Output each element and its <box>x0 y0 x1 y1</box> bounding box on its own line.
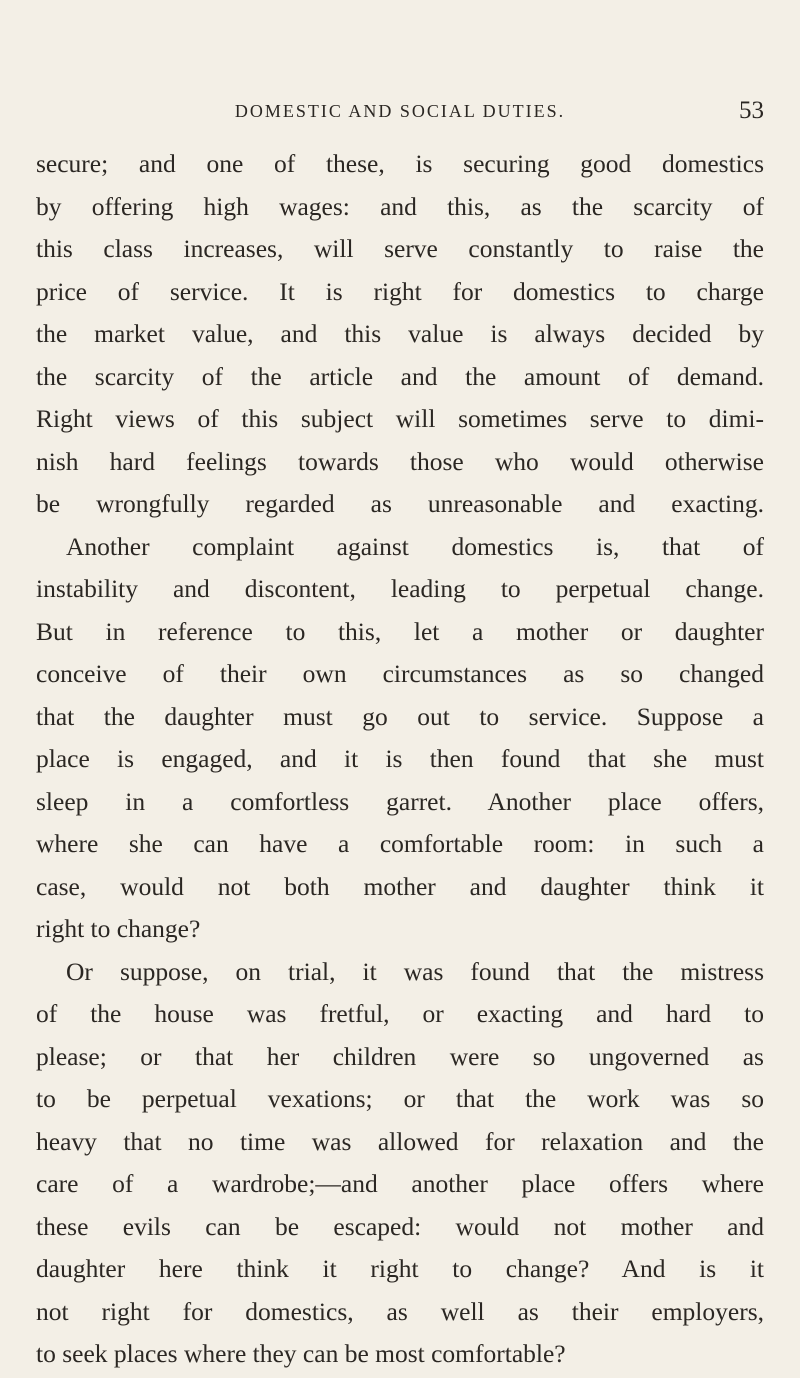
text-line: price of service. It is right for domestics to charge <box>36 276 764 306</box>
paragraph-start-line: Or suppose, on trial, it was found that the mistress <box>66 956 764 986</box>
text-line: instability and discontent, leading to perpetual change. <box>36 574 764 603</box>
page-number: 53 <box>739 97 764 124</box>
running-head <box>36 96 764 126</box>
paragraph-end-line: right to change? <box>36 914 201 943</box>
running-title: DOMESTIC AND SOCIAL DUTIES. <box>234 101 566 121</box>
text-line: these evils can be escaped: would not mother and <box>36 1211 764 1241</box>
text-line: heavy that no time was allowed for relaxation and the <box>36 1126 764 1156</box>
text-line: the scarcity of the article and the amount of demand. <box>36 361 764 391</box>
text-line: sleep in a comfortless garret. Another place offers, <box>36 786 764 816</box>
text-line: to be perpetual vexations; or that the work was so <box>36 1084 764 1113</box>
text-line: place is engaged, and it is then found that she must <box>36 744 764 773</box>
text-line: be wrongfully regarded as unreasonable and exacting. <box>36 489 764 518</box>
text-line: where she can have a comfortable room: in such a <box>36 829 764 858</box>
text-line: daughter here think it right to change? And is it <box>36 1254 764 1283</box>
text-line: conceive of their own circumstances as so changed <box>36 659 764 688</box>
text-line: secure; and one of these, is securing good domestics <box>36 149 764 178</box>
text-line: case, would not both mother and daughter think it <box>36 871 764 901</box>
text-line: Right views of this subject will sometimes serve to dimi- <box>36 404 764 433</box>
text-line: this class increases, will serve constantly to raise the <box>36 234 764 263</box>
text-line: not right for domestics, as well as their employers, <box>36 1296 764 1326</box>
text-line: of the house was fretful, or exacting and hard to <box>36 999 764 1028</box>
text-line: care of a wardrobe;—and another place offers where <box>36 1169 764 1198</box>
paragraph-start-line: Another complaint against domestics is, that of <box>66 531 764 561</box>
text-line: that the daughter must go out to service. Suppose a <box>36 701 764 731</box>
text-line: please; or that her children were so ungoverned as <box>36 1041 764 1071</box>
text-line: nish hard feelings towards those who would otherwise <box>36 446 764 476</box>
text-line: by offering high wages: and this, as the scarcity of <box>36 191 764 221</box>
paragraph-end-line: to seek places where they can be most comfortable? <box>36 1339 566 1368</box>
text-line: But in reference to this, let a mother or daughter <box>36 616 764 646</box>
body-text <box>36 143 764 1376</box>
text-line: the market value, and this value is always decided by <box>36 319 764 348</box>
